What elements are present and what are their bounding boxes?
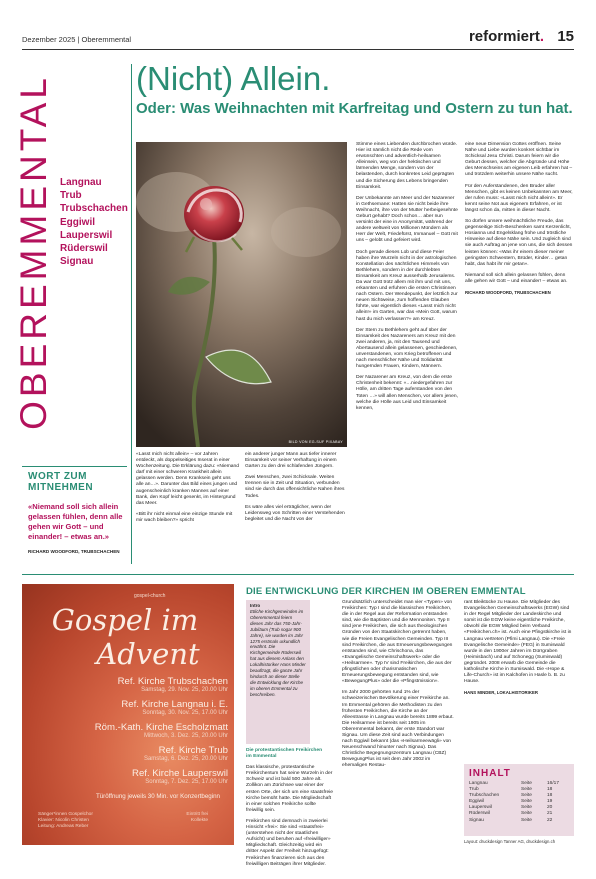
paragraph: Stimme eines Liebenden durchbrochen würde. Hier ist nämlich nicht die Rede vom erwünschten und adventlich-heilsamen Alleinsein, weg von der hektischen und lärmenden Menge, sondern von der belastenden, durch konkretes Leid geprägten und die Sicherung des Lebens bringenden Einsamkeit.	[356, 142, 458, 190]
sidebar-divider	[22, 466, 127, 467]
toc-page-number: 18	[547, 787, 553, 793]
paragraph: Doch gerade dieses Lob und diese Feier haben ihre Wurzeln nicht in der astrologischen Konstellation des nächtlichen Himmels von Bethlehem, sondern in der durchlebten Einsamkeit am Kreuz ausserhalb Jerusalems. Da war Gott trotz allem mit ihm und mit uns, erkannten und erfuhren die ersten Christinnen nach Ostern. Der Wendepunkt, der letztlich zur neuen Sichtweise, zum hoffenden Glauben führte, war eigentlich dieses «Lasst mich nicht allein!» im Garten, war das «Mein Gott, warum hast du mich verlassen?» am Kreuz.	[356, 249, 458, 322]
history-column-1	[246, 748, 334, 873]
poster-event	[42, 676, 228, 694]
article-column-1	[136, 452, 239, 529]
event-date: Samstag, 6. Dez. 25, 20.00 Uhr	[143, 756, 228, 762]
paragraph: Grundsätzlich unterscheidet man vier «Typen» von Freikirchen: Typ I sind die klassischen Freikirchen, die in der Regel aus der Reformation entstanden sind, wie die Baptisten und die Mennoniten. Typ II sind jene Freikirchen, die sich aus theologischen Gründen von den Staatskirchen getrennt haben, wie die Freien Evangelischen Gemeinden. Typ III sind Freikirchen, die aus Erneuerungsbewegungen entstanden sind, wie Chrischona, das «Evangelische Gemeinschaftswerk» oder die «Heilsarmee». Typ IV sind Freikirchen, die aus der pfingstlichen oder charismatischen Erneuerungsbewegung entstanden sind, wie «BewegungPlus» oder die «Pfingstmission».	[342, 600, 453, 685]
event-date: Samstag, 29. Nov. 25, 20.00 Uhr	[141, 687, 228, 693]
toc-place: Langnau	[469, 781, 488, 786]
layout-credit: Layout: druckdesign Tanner AG, druckdesign.ch	[464, 839, 556, 844]
toc-page-number: 21	[547, 811, 553, 817]
poster-admission	[186, 812, 208, 824]
place-item: Rüderswil	[60, 243, 108, 255]
table-of-contents	[464, 764, 574, 836]
paragraph: Zwei Menschen, zwei Schicksale. Weiten trennen sie in Zeit und Situation, verbunden sind sie durch das offensichtliche Nahen ihres Todes.	[245, 475, 345, 499]
region-title	[14, 64, 54, 440]
event-date: Sonntag, 7. Dez. 25, 17.00 Uhr	[145, 779, 228, 785]
credit-line: Klavier: Nicolin Christen	[38, 818, 89, 823]
paragraph: Der Unbekannte am Meer und der Nazarener in Gethsemane: Hatten sie nicht beide ihre Weihnacht, ihre von der Mutter herbeigesehnte Geburt gehabt? Doch schon… aber nun versinkt der eine in Anonymität, während der andere weltweit von Millionen Mündern als Herr der Welt, Friedefürst, Immanuel – Gott mit uns – gelobt und gefeiert wird.	[356, 195, 458, 244]
poster-title-line: Gospel im	[51, 603, 199, 637]
admission-line: Eintritt frei	[186, 812, 208, 817]
toc-page-label: Seite	[521, 811, 532, 817]
toc-page-label: Seite	[521, 799, 532, 805]
event-date: Mittwoch, 3. Dez. 25, 20.00 Uhr	[143, 733, 228, 739]
place-item: Langnau	[60, 177, 102, 188]
article-column-3	[356, 142, 459, 417]
toc-page-label: Seite	[521, 793, 532, 799]
poster-website: gospel-church	[134, 593, 166, 599]
article-signature: RICHARD WOODFORD, TRUBSCHACHEN	[465, 289, 551, 295]
event-venue: Ref. Kirche Trubschachen	[117, 676, 228, 687]
sidebar-heading	[28, 471, 128, 493]
page-number: 15	[557, 28, 574, 45]
subheading-line: Die protestantischen Freikirchen	[246, 748, 323, 753]
paragraph: «Bitt ihr nicht einmal eine einzige Stunde mit mir wach bleiben?» spricht	[136, 511, 233, 523]
toc-place: Lauperswil	[469, 805, 492, 811]
paragraph: Niemand soll sich allein gelassen fühlen, denn alle gehen wir Gott – und einander! – etwas an.	[465, 272, 568, 284]
event-venue: Ref. Kirche Langnau i. E.	[121, 699, 228, 710]
toc-place: Trubschachen	[469, 793, 500, 799]
place-item: Trubschachen	[60, 203, 128, 215]
history-signature: HANS MINDER, LOKALHISTORIKER	[464, 690, 538, 696]
history-column-3	[464, 600, 574, 701]
brand-dot: .	[539, 28, 544, 45]
poster-credits	[38, 812, 93, 830]
sidebar-heading-line: MITNEHMEN	[28, 482, 94, 493]
event-venue: Ref. Kirche Trub	[158, 745, 228, 756]
poster-title-line: Advent	[96, 637, 200, 671]
toc-page-number: 22	[547, 817, 553, 823]
toc-page-number: 18	[547, 793, 553, 799]
sidebar-heading-line: WORT ZUM	[28, 471, 87, 482]
section-divider	[22, 574, 574, 575]
place-item: Eggiwil	[60, 216, 95, 228]
places-list	[60, 176, 130, 268]
sidebar-quote: «Niemand soll sich allein gelassen fühlen, denn alle gehen wir Gott – und einander! – etwas an.»	[28, 502, 123, 541]
gospel-poster	[22, 584, 234, 845]
toc-place: Trub	[469, 787, 479, 793]
event-venue: Ref. Kirche Lauperswil	[132, 768, 228, 779]
paragraph: rant Bleiktücke zu Hause. Die Mitglieder des Evangelischen Gemeinschaftswerks (EGW) sind in der Regel Mitglieder der Landeskirche und somit ist die EGW keine eigentliche Freikirche, obwohl die EGW Mitglied beim Verband «Freikirchen.ch» ist. Auch eine Pfingstkirche ist in Langnau vertreten (Pfimi Langnau). Die «Freie Evangelische Gemeinde» (FEG) in Sumiswald wurde in den 1900er Jahren im Dürrgraben (Heimisbach) und auf Schonegg (Sumiswald) gegründet. 2008 erwarb die Gemeinde die katholische Kirche in Sumiswald. Die «Hope & Life-Church» ist im Kalchofen in Hasle b. B. zu Hause.	[464, 600, 572, 685]
paragraph: Der Nazarener am Kreuz, von dem die erste Christenheit bekennt: «…niedergefahren zur Hölle, am dritten Tage auferstanden von den Toten …» will allen Menschen, vor allem jenen, welche die Hölle aus Leid und Einsamkeit kennen,	[356, 375, 458, 411]
subheading-line: im Emmental	[246, 754, 277, 760]
region-title-text: OBEREMMENTAL	[13, 74, 54, 430]
toc-place: Rüderswil	[469, 811, 491, 817]
history-section-title: DIE ENTWICKLUNG DER KIRCHEN IM OBEREN EMMENTAL	[246, 586, 526, 597]
paragraph: «Lasst mich nicht allein» – vor Jahren entdeckt, als doppelseitiges Inserat in einer Wochenzeitung. Die Erklärung dazu: «Niemand darf mit einer schweren Krankheit allein gelassen werden. Denn Kranksein geht uns alle an…». Darunter das Bild eines jungen und augenscheinlich kranken Mannes auf einer Bank, den Kopf leicht gesenkt, im Hintergrund das Meer.	[136, 452, 239, 506]
paragraph: ein anderer junger Mann aus tiefer innerer Einsamkeit vor seiner Verhaftung in einem Garten zu den drei schlafenden Jüngern.	[245, 452, 337, 470]
paragraph: So dürfen unsere weihnächtliche Freude, das gegenseitige Sich-Beschenken samt Kerzenlicht, Hosianna und Engelsklang frohe und tröstliche Hinweise auf diese Nähe sein. Und zugleich sind sie auch Auftrag an jene von uns, die sich dessen leisten können: «Was ihr einem dieser meiner geringsten Schwestern, Brüder, Kinder… getan habt, das habt ihr mir getan».	[465, 219, 573, 267]
paragraph: Der Stern zu Bethlehem geht auf über der Einsamkeit des Nazareners am Kreuz mit den zwei anderen, ja, mit den Tausend und Abertausend allein gelassenen, geschiedenen, unverstandenen, vom Krieg betroffenen und nach menschlicher Nähe und Solidarität hungernden Frauen, Kindern, Männern.	[356, 327, 458, 370]
toc-page-label: Seite	[521, 787, 532, 793]
poster-note: Türöffnung jeweils 30 Min. vor Konzertbeginn	[95, 793, 220, 800]
toc-row[interactable]	[469, 818, 569, 824]
poster-event	[42, 745, 228, 763]
paragraph: Das klassische, protestantische Freikirchentum hat seine Wurzeln in der Schweiz und ist bald 500 Jahre alt. Zollikon am Zürichsee war einer der ersten Orte, der sich um eine staatsfreie Kirche bemüht hatte. Die Mitgliedschaft in einer solchen Freikirche sollte freiwillig sein.	[246, 765, 333, 813]
paragraph: eine neue Dimension Gottes eröffnen. Seine Nähe und Liebe wurden konkret sichtbar im Schicksal Jesu Christi. Darum feiern wir die Geburt dessen, welcher die Abgründe und Höhe des Menschseins am eigenen Leib erfahren hat – und trotzdem weiterhin unsere Nähe sucht.	[465, 142, 573, 178]
sidebar-quote-author: RICHARD WOODFORD, TRUBSCHACHEN	[28, 549, 120, 554]
event-venue: Röm.-Kath. Kirche Escholzmatt	[94, 722, 228, 733]
intro-text: Etliche Kirchgemeinden im Oberemmental feiern dieses Jahr das 750-Jahr-Jubiläum (Trub sogar 900 Jahre), sie wurden im Jahr 1275 erstmals urkundlich erwähnt. Die Kirchgemeinde Rüderswil hat aus diesem Anlass den Lokalhistoriker Hans Minder beauftragt, die ganze Jahr hindurch an dieser Stelle die Entwicklung der Kirche im oberen Emmental zu beschreiben.	[250, 609, 306, 697]
paragraph: Es wäre alles viel erträglicher, wenn der Leidensweg von Schritten einer Verstehenden begleitet und die Nacht von der	[245, 504, 345, 522]
toc-page-number: 19	[547, 799, 553, 805]
toc-page-label: Seite	[521, 817, 532, 823]
paragraph: Für den Auferstandenen, den Bruder aller Menschen, gibt es keinen Unbekannten am Meer, der rufen muss: «Lasst mich nicht allein!». Er kennt seine Not aus eigenem Erfahren, er ist längst schon da, mitten in dieser Nacht.	[465, 183, 573, 213]
poster-event	[42, 768, 228, 786]
paragraph: Freikirchen sind demnach in zweierlei Hinsicht «frei»: Sie sind «staatsfrei» (unterstehen nicht der staatlichen Aufsicht) und beruhen auf «freiwilliger» Mitgliedschaft. Gleichzeitig wird ein dritter Aspekt der Freiheit hinzugefügt: Freikirchen finanzieren sich aus den freiwilligen Beiträgen ihrer Mitglieder.	[246, 818, 331, 867]
photo-credit: BILD VON EG-SUF PIXABAY	[288, 440, 343, 444]
event-date: Sonntag, 30. Nov. 25, 17.00 Uhr	[142, 710, 228, 716]
history-column-2	[342, 600, 454, 775]
paragraph: Im Jahr 2000 gehörten rund 1% der schweizerischen Bevölkerung einer Freikirche an. Im Emmental gehören die Methodisten zu den frühesten Freikirchen, die Kirche an der Alleestrasse in Langnau wurde bereits 1899 erbaut. Die Heilsarmee ist bereits seit 1905 im Oberemmental bekannt, der erste Standort war Signau. Um diese Zeit sind auch Verbindungen nach Eggiwil bekannt (das «Heilsarmeewägli» von Neuenschwand hinunter nach Signau). Das Christliche Begegnungszentrum Langnau (CBZ) BewegungPlus ist seit dem Jahr 2002 im ehemaligen Restau-	[342, 690, 454, 769]
header-divider	[22, 49, 574, 50]
place-item: Lauperswil	[60, 229, 113, 241]
issue-date-section: Dezember 2025 | Oberemmental	[22, 35, 132, 44]
toc-page-number: 20	[547, 805, 553, 811]
intro-heading: Intro	[250, 603, 261, 608]
rose-photo	[136, 142, 347, 447]
column-divider	[131, 64, 132, 564]
page-header	[22, 26, 574, 48]
brand-name: reformiert	[468, 28, 540, 45]
toc-title: INHALT	[469, 768, 511, 779]
history-subheading	[246, 748, 334, 760]
toc-place: Eggiwil	[469, 799, 485, 805]
credit-line: Leitung: Andreas Reber	[38, 824, 89, 829]
toc-page-label: Seite	[521, 781, 532, 786]
article-title: (Nicht) Allein.	[136, 60, 331, 97]
poster-event	[42, 699, 228, 717]
toc-place: Signau	[469, 817, 484, 823]
place-item: Signau	[60, 256, 94, 268]
credit-line: Sänger*innen Gospelchor	[38, 812, 93, 817]
brand-logo	[469, 28, 544, 45]
article-column-4	[465, 142, 574, 301]
article-column-2	[245, 452, 348, 528]
frosted-rose-illustration	[136, 142, 347, 447]
toc-page-number: 16/17	[547, 781, 560, 786]
article-subtitle: Oder: Was Weihnachten mit Karfreitag und Ostern zu tun hat.	[136, 100, 573, 117]
poster-event	[42, 722, 228, 740]
place-item: Trub	[60, 190, 82, 202]
toc-page-label: Seite	[521, 805, 532, 811]
admission-line: Kollekte	[190, 818, 208, 823]
intro-box	[246, 600, 310, 744]
